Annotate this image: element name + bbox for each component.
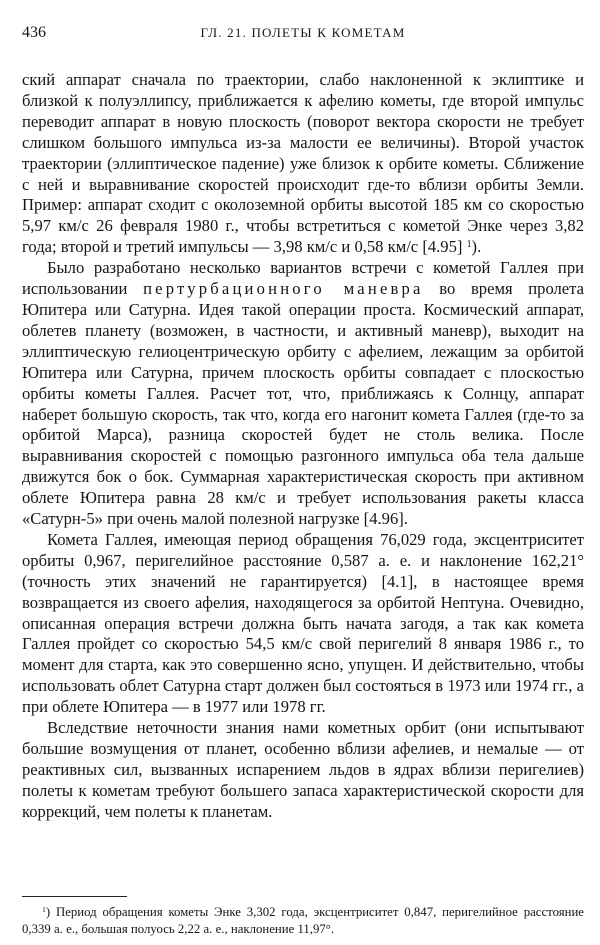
paragraph-1-end: . <box>477 237 482 257</box>
footnote-reference: 1 <box>466 239 472 251</box>
footnote <box>22 904 584 938</box>
paragraph-4: Вследствие неточности знания нами кометных орбит (они испытывают большие возмущения от планет, особенно вблизи афелиев, и немалые — от реактивных сил, вызванных испарением льдов в ядрах вблизи перигелиев) полеты к кометам требуют большего запаса характеристической скорости для коррекций, чем полеты к планетам. <box>22 718 584 821</box>
body-text <box>22 70 584 823</box>
paragraph-2 <box>22 258 584 530</box>
paragraph-3: Комета Галлея, имеющая период обращения 76,029 года, эксцентриситет орбиты 0,967, перигелийное расстояние 0,587 а. е. и наклонение 162,21° (точность этих значений не гарантируется) [4.1], в настоящее время возвращается из своего афелия, находящегося за орбитой Нептуна. Очевидно, описанная операция встречи должна быть начата загодя, а так как комета Галлея пройдет со скоростью 54,5 км/с свой перигелий 8 января 1986 г., то момент для старта, как это совершенно ясно, упущен. И действительно, чтобы использовать облет Сатурна старт должен был состояться в 1973 или 1974 гг., а при облете Юпитера — в 1977 или 1978 гг. <box>22 529 584 717</box>
footnote-mark-close: ) <box>45 905 51 919</box>
paragraph-2-rest: во время пролета Юпитера или Сатурна. Идея такой операции проста. Космический аппарат, облетев планету (возможен, в частности, и активный маневр), выходит на эллиптическую гелиоцентрическую орбиту с афелием, лежащим за орбитой Юпитера или Сатурна, причем плоскость орбиты совпадает с плоскостью орбиты кометы Галлея. Расчет тот, что, приближаясь к Солнцу, аппарат наберет большую скорость, так что, когда его нагонит комета Галлея (где-то за орбитой Марса), разница скоростей будет не столь велика. После выравнивания скоростей с помощью разгонного импульса оба тела дальше движутся бок о бок. Суммарная характеристическая скорость при активном облете Юпитера равна 28 км/с и требует использования ракеты класса «Сатурн-5» при очень малой полезной нагрузке [4.96]. <box>22 279 584 529</box>
page-header <box>22 20 584 46</box>
paragraph-2-start: Было разработано несколько вариантов встречи с кометой Галлея при использовании <box>22 258 584 299</box>
emphasized-term: пертурбационного маневра <box>143 279 424 299</box>
footnote-reference-close: ) <box>471 237 478 257</box>
paragraph-1-text: ский аппарат сначала по траектории, слабо наклоненной к эклиптике и близкой к полуэллипсу, приближается к афелию кометы, где второй импульс переводит аппарат в новую плоскость (поворот вектора скорости не требует слишком большого импульса из-за малости ее величины). Второй участок траектории (эллиптическое падение) уже близок к орбите кометы. Сближение с ней и выравнивание скоростей происходит где-то вблизи орбиты Земли. Пример: аппарат сходит с околоземной орбиты высотой 185 км со скоростью 5,97 км/с 26 февраля 1980 г., чтобы встретиться с кометой Энке через 3,82 года; второй и третий импульсы — 3,98 км/с и 0,58 км/с [4.95] <box>22 70 584 257</box>
footnote-divider <box>22 896 127 897</box>
book-page <box>22 20 584 936</box>
footnote-mark: 1 <box>42 905 46 915</box>
paragraph-1 <box>22 70 584 258</box>
running-head: ГЛ. 21. ПОЛЕТЫ К КОМЕТАМ <box>200 25 406 40</box>
footnote-text: Период обращения кометы Энке 3,302 года, эксцентриситет 0,847, перигелийное расстояние 0,339 а. е., большая полуось 2,22 а. е., наклонение 11,97°. <box>22 905 584 936</box>
footnote-paragraph <box>22 904 584 938</box>
page-number: 436 <box>22 24 46 41</box>
